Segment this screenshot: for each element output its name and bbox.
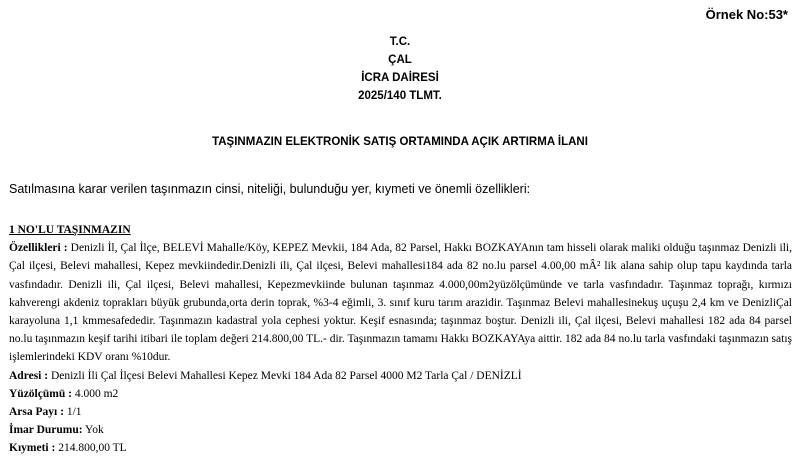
property-zoning xyxy=(9,421,792,439)
zoning-label: İmar Durumu: xyxy=(9,424,83,437)
sample-number: Örnek No:53* xyxy=(705,7,788,22)
property-address xyxy=(9,367,792,385)
property-area xyxy=(9,385,792,403)
header-tc: T.C. xyxy=(389,36,411,48)
header-district: ÇAL xyxy=(388,54,412,66)
property-share xyxy=(9,403,792,421)
area-text: 4.000 m2 xyxy=(71,387,119,400)
zoning-text: Yok xyxy=(82,424,104,437)
features-text: Denizli İl, Çal İlçe, BELEVİ Mahalle/Köy, KEPEZ Mevkii, 184 Ada, 82 Parsel, Hakkı BOZKAYAnın tam hisseli olarak maliki olduğu taşınmaz Denizli ili, Çal ilçesi, Belevi mahallesi, Kepez mevkiindedir.Denizli ili, Çal ilçesi, Belevi mahallesi184 ada 82 no.lu parsel 4.00,00 mÂ² lik alana sahip olup tapu kaydında tarla vasfındadır. Denizli ili, Çal ilçesi, Belevi mahallesi, Kepezmevkiinde bulunan taşınmaz 4.000,00m2yüzölçümünde ve tarla vasfındadır. Taşınmaz toprağı, kırmızı kahverengi akdeniz toprakları büyük grubunda,orta derin toprak, %3-4 eğimli, 3. sınıf kuru tarım arazidir. Taşınmaz Belevi mahallesinekuş uçuşu 2,4 km ve DenizliÇal karayoluna 1,1 kmmesafededir. Taşınmazın kadastral yola cephesi yoktur. Keşif esnasında; taşınmaz boştur. Denizli ili, Çal ilçesi, Belevi mahallesi 182 ada 84 parsel no.lu taşınmazın keşif tarihi itibari ile toplam değeri 214.800,00 TL.- dir. Taşınmazın tamamı Hakkı BOZKAYAya aittir. 182 ada 84 no.lu tarla vasfındaki taşınmazın satış işlemlerindeki KDV oranı %10dur. xyxy=(9,242,792,364)
share-text: 1/1 xyxy=(63,406,82,419)
address-label: Adresi : xyxy=(9,369,49,382)
features-label: Özellikleri : xyxy=(9,242,68,255)
area-label: Yüzölçümü : xyxy=(9,387,72,400)
property-features xyxy=(9,239,792,366)
share-label: Arsa Payı : xyxy=(9,406,64,419)
property-value xyxy=(9,439,792,457)
value-label: Kıymeti : xyxy=(9,442,56,455)
court-header xyxy=(0,33,800,105)
address-text: Denizli İli Çal İlçesi Belevi Mahallesi Kepez Mevki 184 Ada 82 Parsel 4000 M2 Tarla Çal / DENİZLİ xyxy=(48,369,522,382)
header-file-number: 2025/140 TLMT. xyxy=(358,90,442,102)
intro-text: Satılmasına karar verilen taşınmazın cinsi, niteliği, bulunduğu yer, kıymeti ve önemli özellikleri: xyxy=(9,182,531,196)
property-section-title: 1 NO'LU TAŞINMAZIN xyxy=(9,224,131,236)
notice-title: TAŞINMAZIN ELEKTRONİK SATIŞ ORTAMINDA AÇIK ARTIRMA İLANI xyxy=(212,136,588,148)
property-section xyxy=(9,221,792,458)
value-text: 214.800,00 TL xyxy=(55,442,127,455)
header-office: İCRA DAİRESİ xyxy=(361,72,439,84)
